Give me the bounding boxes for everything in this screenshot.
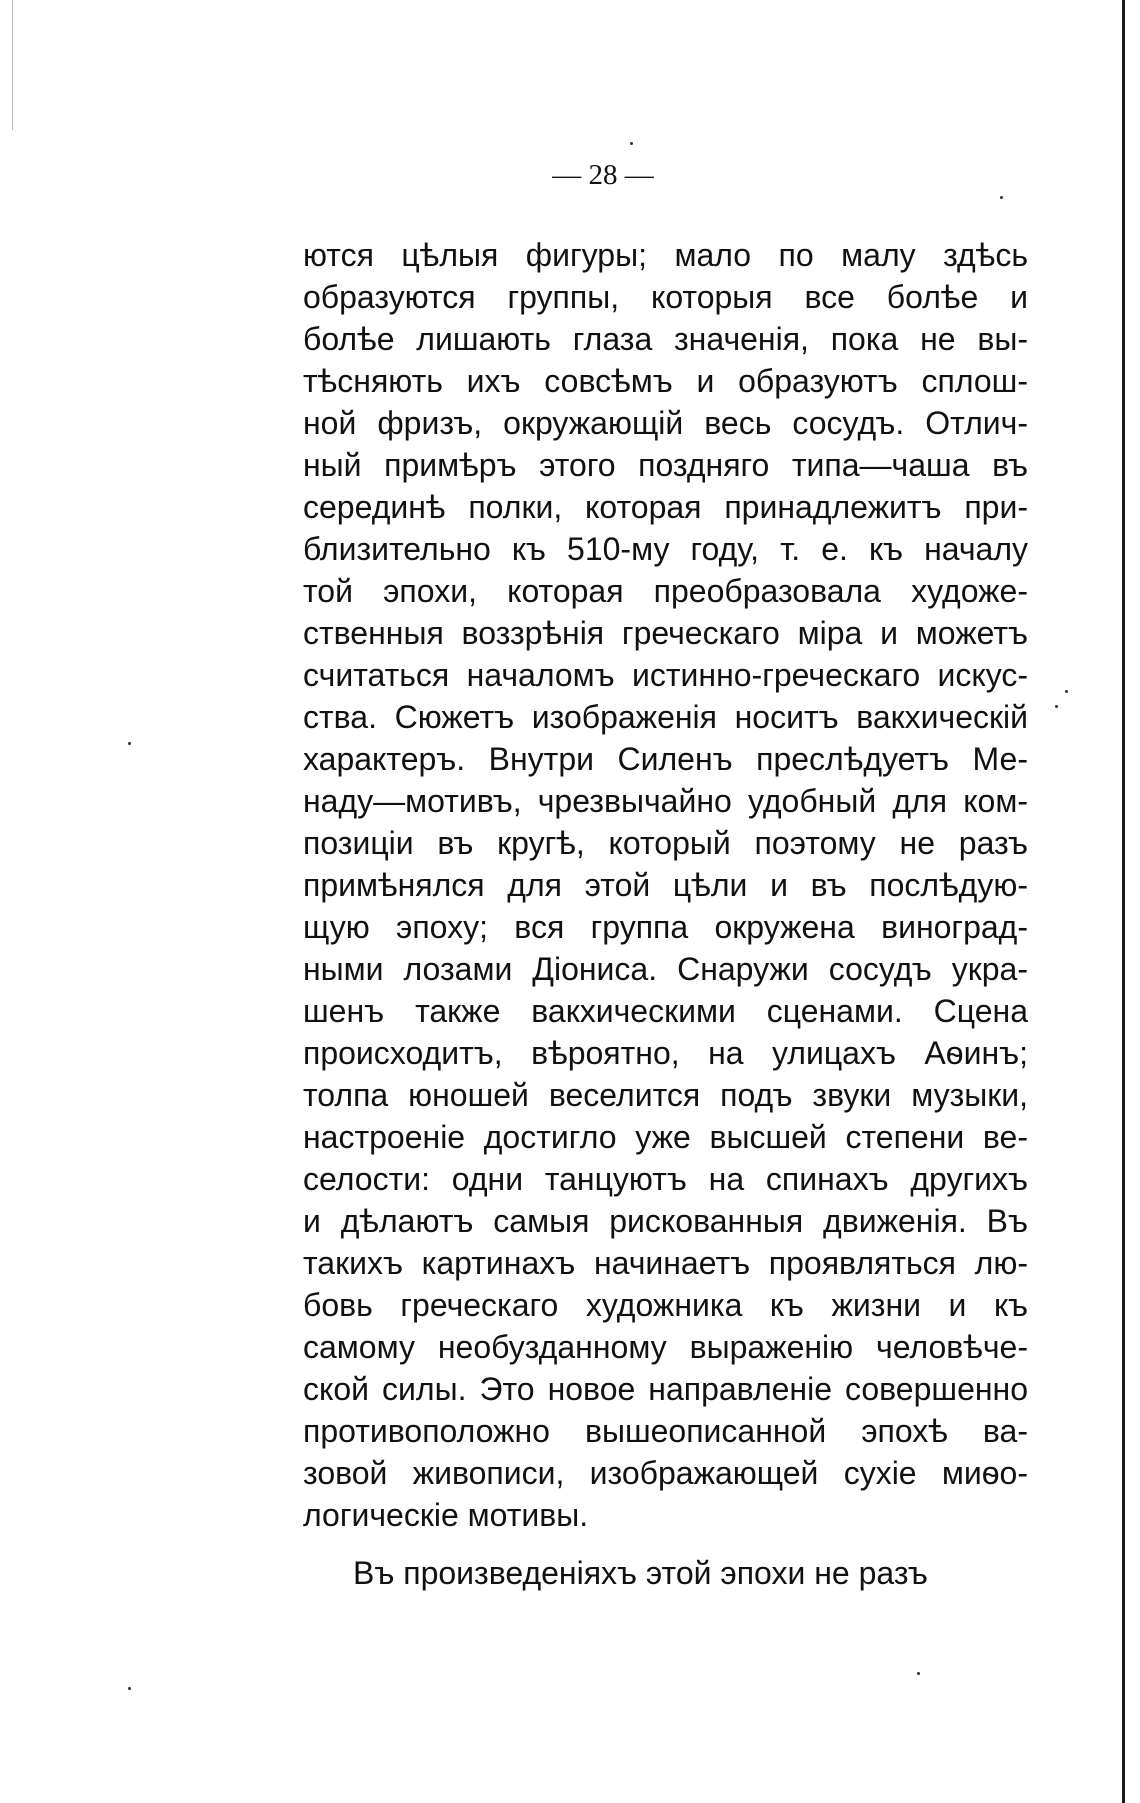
text-line: происходитъ, вѣроятно, на улицахъ Аѳинъ; [303,1035,1028,1071]
text-line: ской силы. Это новое направленіе совершенно [303,1371,1028,1407]
text-line: ными лозами Діониса. Снаружи сосудъ укра- [303,951,1028,987]
page-edge-line [1122,0,1125,1803]
text-line: наду—мотивъ, чрезвычайно удобный для ком- [303,783,1028,819]
text-line: тѣсняють ихъ совсѣмъ и образуютъ сплош- [303,363,1028,399]
scan-speck [128,1687,131,1690]
page-number: — 28 — [552,159,654,191]
paragraph-gap [303,1536,1028,1552]
text-line: близительно къ 510-му году, т. е. къ началу [303,531,1028,567]
text-line: зовой живописи, изображающей сухіе миѳо- [303,1455,1028,1491]
scan-speck [1065,690,1068,693]
text-line: позиціи въ кругѣ, который поэтому не разъ [303,825,1028,861]
text-line: ются цѣлыя фигуры; мало по малу здѣсь [303,237,1028,273]
text-line: противоположно вышеописанной эпохѣ ва- [303,1413,1028,1449]
text-line: селости: одни танцуютъ на спинахъ другихъ [303,1161,1028,1197]
text-line: такихъ картинахъ начинаетъ проявляться лю- [303,1245,1028,1281]
text-line: самому необузданному выраженію человѣче- [303,1329,1028,1365]
scan-speck [1000,196,1003,199]
paragraph [303,1552,1028,1594]
text-line: характеръ. Внутри Силенъ преслѣдуетъ Ме- [303,741,1028,777]
scan-edge-line [12,0,13,130]
scan-speck [630,142,633,145]
text-line: Въ произведеніяхъ этой эпохи не разъ [353,1555,928,1591]
text-line: считаться началомъ истинно-греческаго искус- [303,657,1028,693]
paragraph [303,234,1028,1536]
text-line: ства. Сюжетъ изображенія носитъ вакхическій [303,699,1028,735]
text-line: болѣе лишають глаза значенія, пока не вы- [303,321,1028,357]
text-line: настроеніе достигло уже высшей степени ве- [303,1119,1028,1155]
body-text [303,234,1028,1594]
text-line: толпа юношей веселится подъ звуки музыки, [303,1077,1028,1113]
text-line: образуются группы, которыя все болѣе и [303,279,1028,315]
text-line: ственныя воззрѣнія греческаго міра и можетъ [303,615,1028,651]
scan-speck [917,1672,920,1675]
text-line: серединѣ полки, которая принадлежитъ при- [303,489,1028,525]
scan-speck [1055,705,1058,708]
text-line: шенъ также вакхическими сценами. Сцена [303,993,1028,1029]
text-line: щую эпоху; вся группа окружена виноград- [303,909,1028,945]
text-line: той эпохи, которая преобразовала художе- [303,573,1028,609]
scan-speck [128,742,131,745]
text-line: и дѣлаютъ самыя рискованныя движенія. Въ [303,1203,1028,1239]
text-line: бовь греческаго художника къ жизни и къ [303,1287,1028,1323]
text-line: логическіе мотивы. [303,1497,589,1533]
text-line: ной фризъ, окружающій весь сосудъ. Отлич- [303,405,1028,441]
text-line: ный примѣръ этого поздняго типа—чаша въ [303,447,1028,483]
text-line: примѣнялся для этой цѣли и въ послѣдую- [303,867,1028,903]
